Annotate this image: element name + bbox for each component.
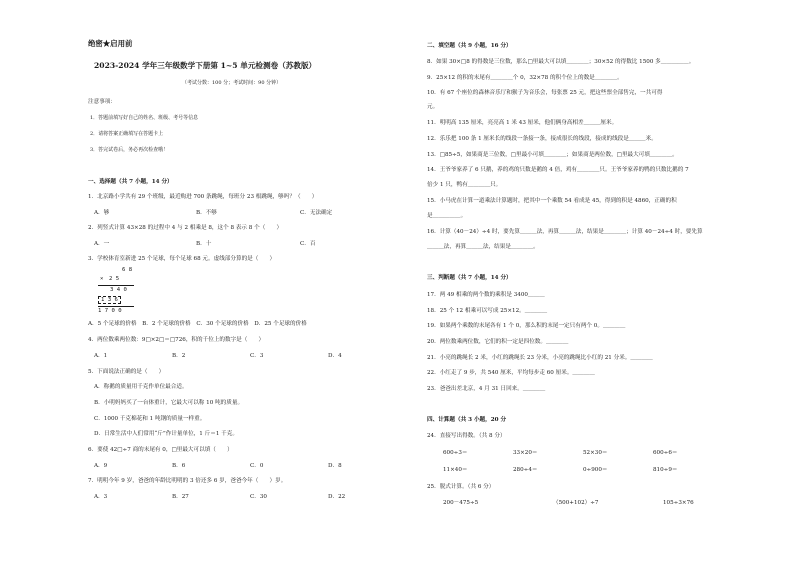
option: C．3: [250, 353, 264, 359]
calc-item: 600÷6＝: [653, 450, 678, 456]
option: B．27: [172, 494, 189, 500]
option: A．1: [94, 353, 108, 359]
option: B．6: [172, 463, 186, 469]
question-stem: 4．两位数乘两位数：9□×2□＝□726，积的千位上的数字是（ ）: [88, 337, 265, 343]
option: A．3: [94, 494, 108, 500]
option: B．2: [172, 353, 186, 359]
question-line: 15．小马虎在计算一道乘法计算题时，把其中一个乘数 54 看成是 45，得到的积是 4860，正确的积: [427, 198, 677, 204]
calc-item: 33×20＝: [513, 450, 538, 456]
question-line: 16．计算（40－24）÷4 时，要先算＿＿＿法，再算＿＿＿法，结果是＿＿＿＿；计算 40－24÷4 时，要先算: [427, 229, 703, 235]
question-line: 18．25 个 12 相乘可以写成 25×12。＿＿＿＿: [427, 308, 548, 314]
calc-partial-2-dashed: 1 3 6: [98, 296, 121, 304]
calc-item: （500+102）÷7: [553, 500, 599, 506]
question-stem: 1．北京路小学共有 29 个班级，最近购进 700 条跳绳，每班分 23 根跳绳，够吗？（ ）: [88, 194, 318, 200]
question-line: 20．两位数乘两位数，它们的积一定是四位数。＿＿＿＿: [427, 339, 569, 345]
option: D．4: [328, 353, 342, 359]
option: A．称鹅的质量用千克作单位最合适。: [94, 384, 188, 390]
question-line: 倍少 1 只，鸭有＿＿＿＿只。: [427, 182, 502, 188]
option: D．8: [328, 463, 342, 469]
calc-item: 810÷9＝: [653, 467, 678, 473]
question-stem: 6．要使 42□÷7 商的末尾有 0，□里最大可以填（ ）: [88, 447, 233, 453]
calc-item: 280÷4＝: [513, 467, 538, 473]
question-stem: 5．下面说法正确的是（ ）: [88, 369, 165, 375]
calc-multiplier: × 2 5: [100, 276, 120, 282]
option: A．一: [94, 241, 110, 247]
calc-result: 1 7 0 0: [98, 308, 122, 314]
note-item: 1．答题前填写好自己的姓名、班级、考号等信息: [90, 115, 199, 121]
option: A．9: [94, 463, 108, 469]
question-line: 13．□85÷5，如果商是三位数，□里最小可填＿＿＿＿；如果商是两位数，□里最大可填＿＿＿＿。: [427, 152, 678, 158]
calc-item: 200－475÷5: [443, 500, 479, 506]
question-stem: 25．脱式计算。（共 6 分）: [427, 484, 495, 490]
calc-multiplicand: 6 8: [122, 267, 133, 273]
question-stem: 7．明明今年 9 岁，爸爸的年龄比明明的 3 倍还多 6 岁，爸爸今年（ ）岁。: [88, 478, 287, 484]
secret-label: 绝密★启用前: [88, 39, 133, 48]
question-stem: 3．学校体育室新进 25 个足球，每个足球 68 元。虚线部分算的是（ ）: [88, 256, 276, 262]
calc-item: 11×40＝: [443, 467, 468, 473]
question-line: 23．爸爸出差北京，4 月 31 日回来。＿＿＿＿: [427, 386, 546, 392]
question-line: 22．小红走了 9 步，共 540 厘米，平均每步走 60 厘米。＿＿＿＿: [427, 370, 595, 376]
calc-item: 0÷900＝: [583, 467, 608, 473]
option: C．0: [250, 463, 264, 469]
option: D．22: [328, 494, 346, 500]
question-line: 21．小亮的跳绳长 2 米，小红的跳绳长 23 分米，小亮的跳绳比小红的 21 分米。＿＿＿＿: [427, 355, 653, 361]
option: D．日常生活中人们常用“斤”作计量单位，1 斤＝1 千克。: [94, 431, 238, 437]
exam-info: （考试分数：100 分；考试时间：90 分钟）: [182, 80, 282, 86]
note-item: 2．请将答案正确填写在答题卡上: [90, 131, 164, 137]
option: A．够: [94, 210, 110, 216]
option: C．1000 千克棉花和 1 吨钢的质量一样重。: [94, 416, 206, 422]
question-line: ＿＿＿法，再算＿＿＿法，结果是＿＿＿＿。: [427, 244, 539, 250]
question-line: 9．25×12 的积的末尾有＿＿＿＿个 0，32×78 的积个位上的数是＿＿＿＿。: [427, 75, 623, 81]
question-stem: 24．直接写出得数。（共 8 分）: [427, 433, 506, 439]
section-title: 一、选择题（共 7 小题，14 分）: [88, 179, 173, 185]
question-line: 17．两 49 相乘的两个数的乘积是 3400＿＿＿: [427, 292, 545, 298]
calc-item: 600÷3＝: [443, 450, 468, 456]
question-line: 12．乐乐把 100 条 1 厘米长的线段一条接一条，接成很长的线段，接成的线段是＿＿＿米。: [427, 136, 657, 142]
calc-line: [98, 306, 134, 307]
question-line: 14．王爷爷家养了 6 只鹅，养的鸡的只数是鹅的 4 倍，鸡有＿＿＿＿只。王爷爷家养的鸭的只数比鹅的 7: [427, 167, 689, 173]
question-line: 元。: [427, 104, 439, 110]
notes-heading: 注意事项：: [88, 99, 116, 105]
calc-line: [98, 285, 134, 286]
option: C．30: [250, 494, 267, 500]
question-line: 19．如果两个乘数的末尾各有 1 个 0，那么积的末尾一定只有两个 0。＿＿＿＿: [427, 323, 626, 329]
page-title: 2023-2024 学年三年级数学下册第 1~5 单元检测卷（苏教版）: [94, 61, 317, 70]
option: B．不够: [196, 210, 217, 216]
question-line: 11．明明高 135 厘米，亮亮高 1 米 43 厘米，他们俩身高相差＿＿＿厘米。: [427, 120, 618, 126]
question-line: 是＿＿＿＿＿。: [427, 213, 467, 219]
section-title: 四、计算题（共 3 小题，20 分: [427, 417, 507, 423]
calc-partial-1: 3 4 0: [110, 287, 127, 293]
section-title: 二、填空题（共 9 小题，16 分）: [427, 43, 512, 49]
option: B．十: [196, 241, 212, 247]
option-row: A．5 个足球的价格 B．2 个足球的价格 C．30 个足球的价格 D．25 个足球的价格: [88, 321, 307, 327]
note-item: 3．答完试卷后，务必再次检查哦！: [90, 147, 169, 153]
question-line: 8．如果 30×□8 的得数是三位数，那么□里最大可以填＿＿＿＿；30×52 的得数比 1500 多＿＿＿＿＿。: [427, 59, 695, 65]
question-line: 10．有 67 个座位的森林音乐厅和猴子为音乐会，每张票 25 元，把这些票全部售完，一共可得: [427, 90, 663, 96]
question-stem: 2．列竖式计算 43×28 的过程中 4 与 2 相乘是 8，这个 8 表示 8 个（ ）: [88, 225, 283, 231]
option: B．小明妈妈买了一台体重计，它最大可以称 10 吨的质量。: [94, 400, 244, 406]
calc-item: 105÷3×76: [663, 500, 694, 506]
section-title: 三、判断题（共 7 小题，14 分）: [427, 275, 512, 281]
calc-item: 52×30＝: [583, 450, 608, 456]
option: C．百: [300, 241, 316, 247]
option: C．无法确定: [300, 210, 333, 216]
